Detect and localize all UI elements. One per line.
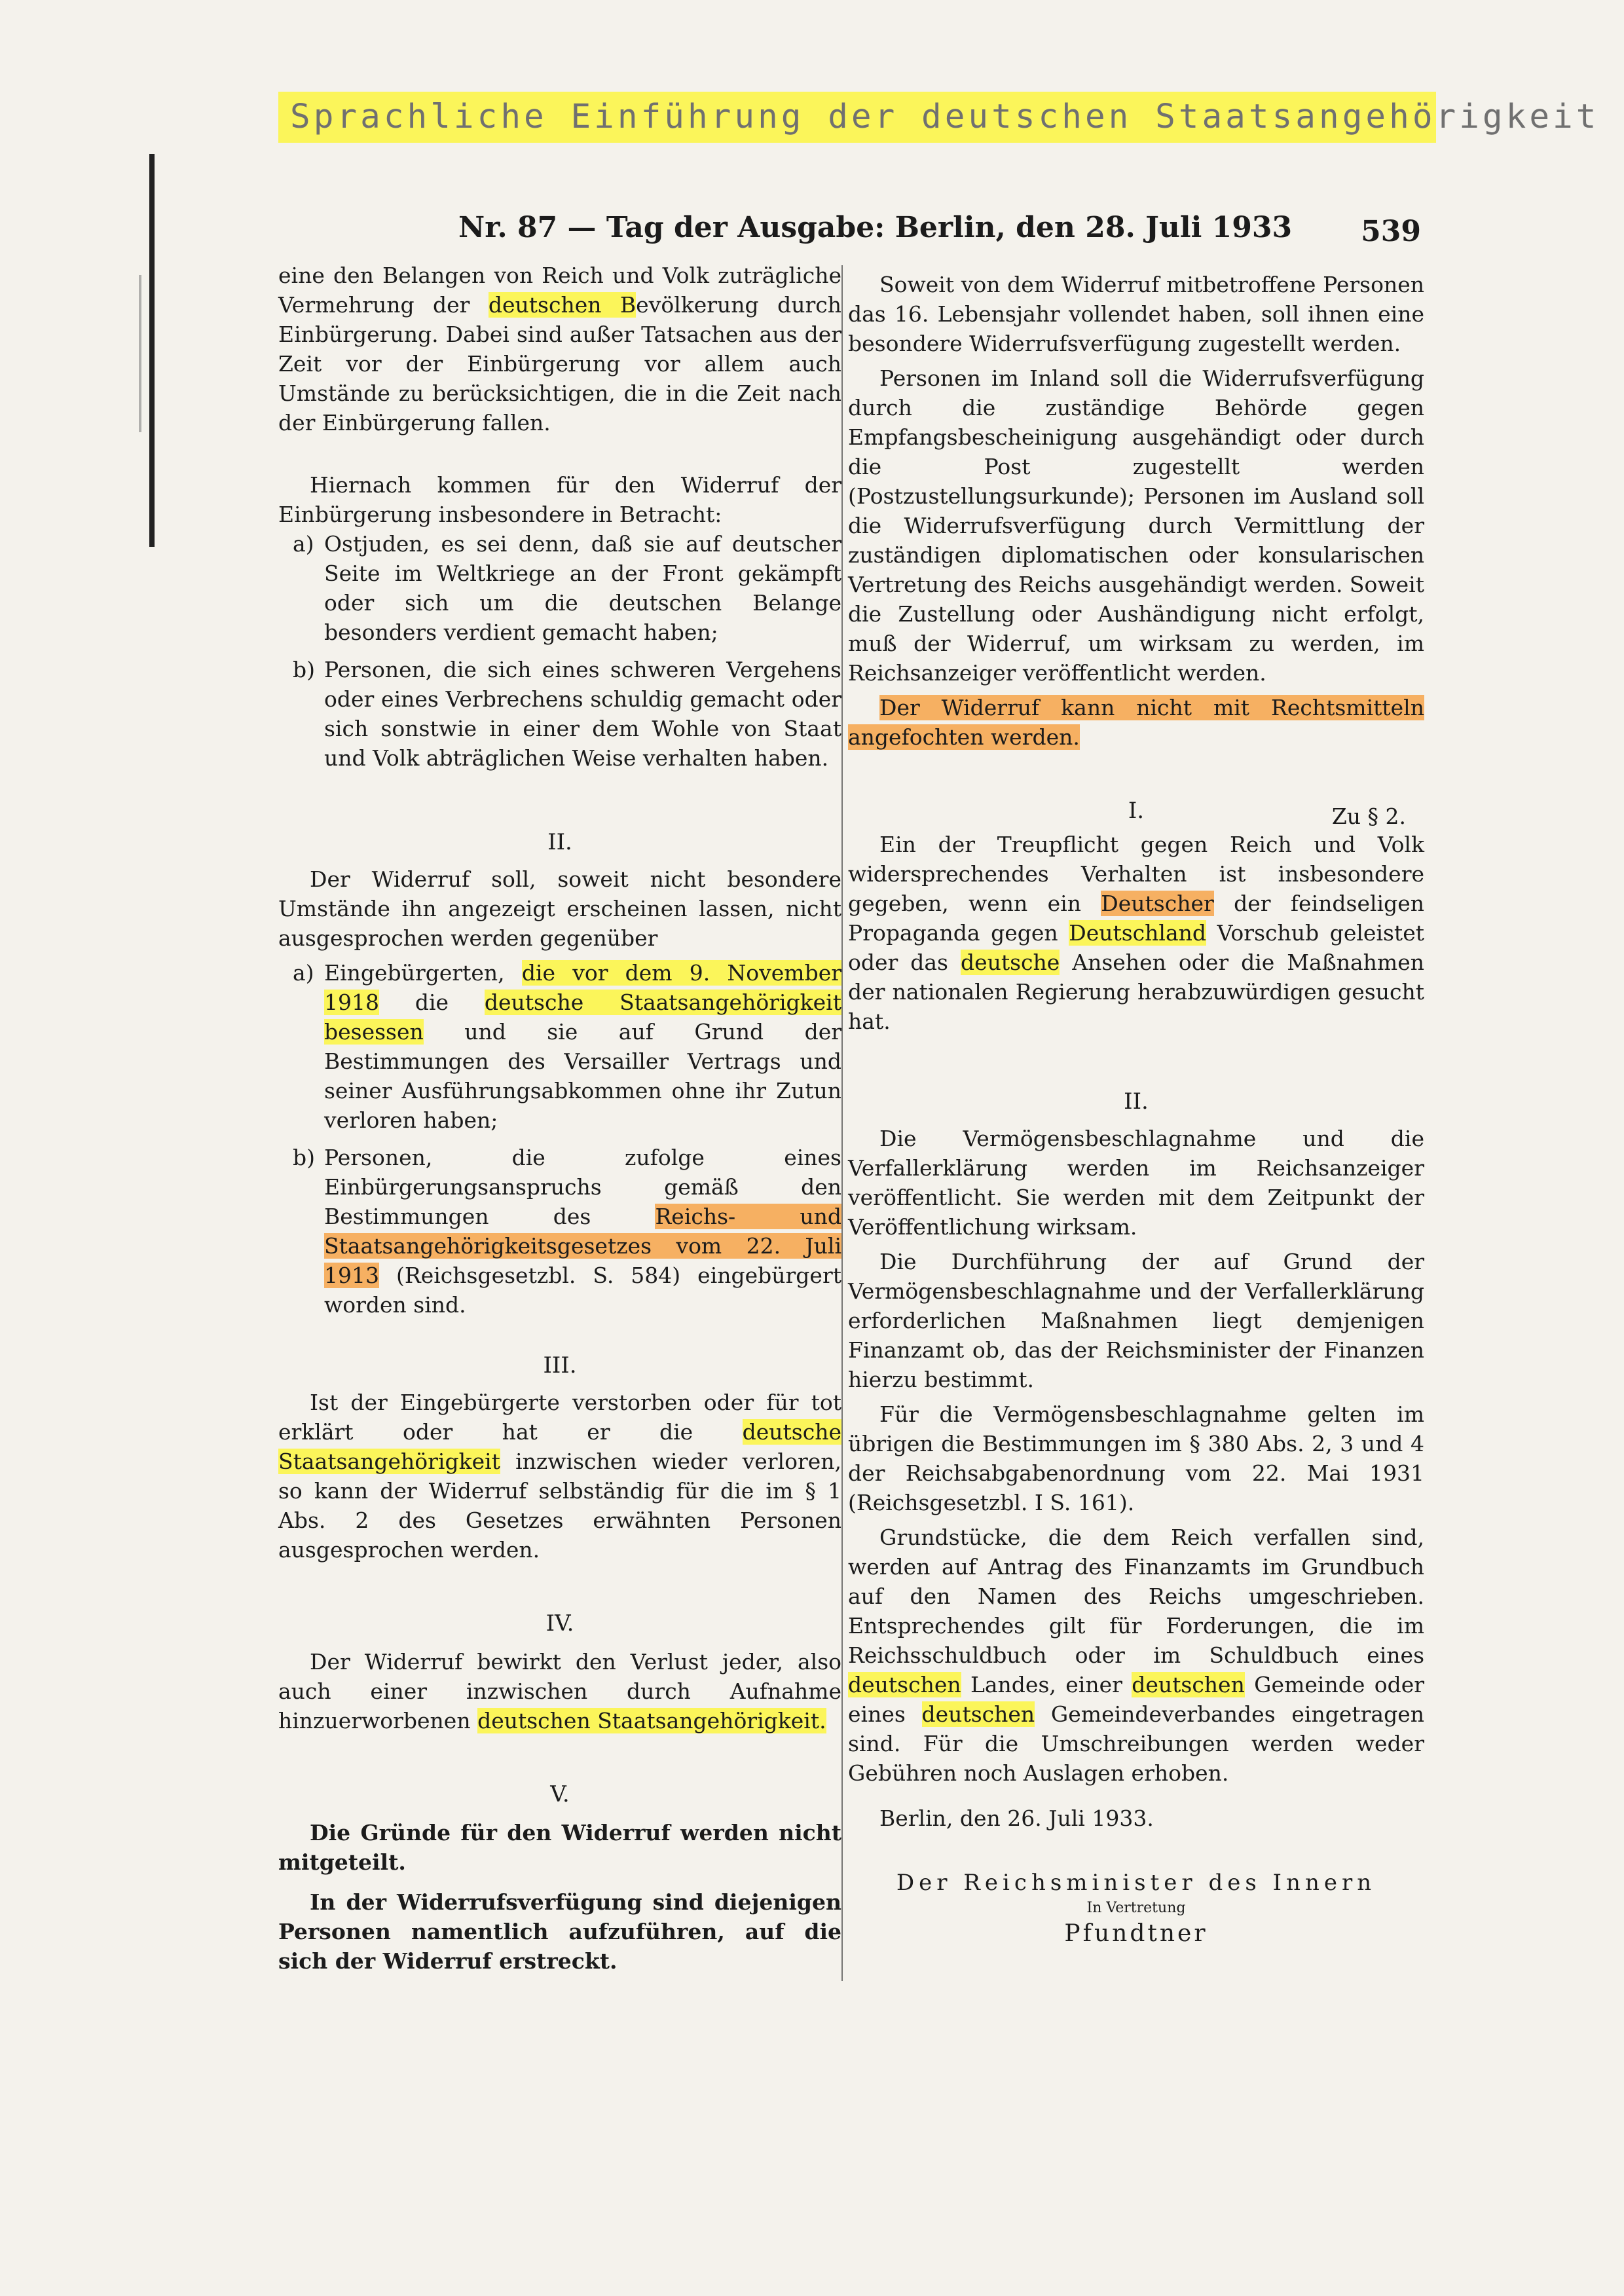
- highlight-orange: Reichs- und Staatsangehörigkeitsgesetzes vom 22. Juli 1913: [324, 1204, 841, 1288]
- issue-line: Nr. 87 — Tag der Ausgabe: Berlin, den 28. Juli 1933: [458, 211, 1293, 244]
- page-number: 539: [1361, 215, 1421, 248]
- highlight-orange: Der Widerruf kann nicht mit Rechtsmitteln angefochten werden.: [848, 695, 1424, 750]
- paragraph: Der Widerruf soll, soweit nicht besondere Umstände ihn angezeigt erscheinen lassen, nicht ausgesprochen werden gegenüber: [278, 866, 841, 951]
- column-divider: [841, 265, 843, 1981]
- highlight: deutsche Staatsangehörigkeit: [278, 1419, 841, 1474]
- section-heading: III.: [543, 1352, 577, 1379]
- list-item: a) Ostjuden, es sei denn, daß sie auf deutscher Seite im Weltkriege an der Front gekämpft oder sich um die deutschen Belange besonders verdient gemacht haben;: [293, 531, 841, 645]
- highlight: deutschen: [848, 1672, 961, 1697]
- paragraph: Die Vermögensbeschlagnahme und die Verfallerklärung werden im Reichsanzeiger veröffentlicht. Sie werden mit dem Zeitpunkt der Veröffentlichung wirksam.: [848, 1126, 1424, 1240]
- highlight: deutsche Staatsangehörigkeit besessen: [324, 990, 841, 1045]
- paragraph: In der Widerrufsverfügung sind diejenigen Personen namentlich aufzuführen, auf die sich der Widerruf erstreckt.: [278, 1889, 841, 1974]
- margin-mark-faint: [139, 275, 141, 432]
- section-heading: IV.: [545, 1610, 574, 1637]
- left-column: eine den Belangen von Reich und Volk zuträgliche Vermehrung der deutschen Bevölkerung durch Einbürgerung. Dabei sind außer Tatsachen aus der Zeit vor der Einbürgerung vor allem auch Umstände zu berücksichtigen, die in die Zeit nach der Einbürgerung fallen. Hiernach kommen für den Widerruf der Einbürgerung insbesondere in Betracht: a) Ostjuden, es sei denn, daß sie auf deutscher Seite im Weltkriege an der Front gekämpft oder sich um die deutschen Belange besonders verdient gemacht haben; b) Personen, die sich eines schweren Vergehens oder eines Verbrechens schuldig gemacht oder sich sonstwie in einer dem Wohle von Staat und Volk abträglichen Weise verhalten haben. II. Der Widerruf soll, soweit nicht besondere Umstände ihn angezeigt erscheinen lassen, nicht ausgesprochen werden gegenüber a) Eingebürgerten, die vor dem 9. November 1918 die deutsche Staatsangehörigkeit besessen und sie auf Grund der Bestimmungen des Versailler Vertrags und seiner Ausführungsabkommen ohne ihr Zutun verloren haben; b) Personen, die zufolge eines Einbürgerungsanspruchs gemäß den Bestimmungen des Reichs- und Staatsangehörigkeitsgesetzes vom 22. Juli 1913 (Reichsgesetzbl. S. 584) eingebürgert worden sind. III. Ist der Eingebürgerte verstorben oder für tot erklärt oder hat er die deutsche Staatsangehörigkeit inzwischen wieder verloren, so kann der Widerruf selbständig für die im § 1 Abs. 2 des Gesetzes erwähnten Personen ausgesprochen werden. IV. Der Widerruf bewirkt den Verlust jeder, also auch einer inzwischen durch Aufnahme hinzuerworbenen deutschen Staatsangehörigkeit. V. Die Gründe für den Widerruf werden nicht mitgeteilt. In der Widerrufsverfügung sind diejenigen Personen namentlich aufzuführen, auf die sich der Widerruf erstreckt.: [278, 261, 841, 1976]
- highlight: die vor dem 9. November 1918: [324, 960, 841, 1015]
- highlighted-title: Sprachliche Einführung der deutschen Staatsangehörigkeit: [278, 92, 1436, 143]
- section-heading: V.: [550, 1781, 570, 1807]
- list-item: b) Personen, die zufolge eines Einbürgerungsanspruchs gemäß den Bestimmungen des Reichs- und Staatsangehörigkeitsgesetzes vom 22. Juli 1913 (Reichsgesetzbl. S. 584) eingebürgert worden sind.: [293, 1145, 841, 1318]
- signature-name: Pfundtner: [1064, 1920, 1208, 1947]
- paragraph: eine den Belangen von Reich und Volk zuträgliche Vermehrung der deutschen Bevölkerung durch Einbürgerung. Dabei sind außer Tatsachen aus der Zeit vor der Einbürgerung vor allem auch Umstände zu berücksichtigen, die in die Zeit nach der Einbürgerung fallen.: [278, 263, 841, 435]
- highlight: deutschen: [1132, 1672, 1245, 1697]
- paragraph: Soweit von dem Widerruf mitbetroffene Personen das 16. Lebensjahr vollendet haben, soll ihnen eine besondere Widerrufsverfügung zugestellt werden.: [848, 272, 1424, 356]
- highlight: Deutschland: [1069, 920, 1207, 946]
- highlight-orange: Deutscher: [1101, 891, 1214, 916]
- section-heading: II.: [1124, 1088, 1149, 1115]
- paragraph: Hiernach kommen für den Widerruf der Einbürgerung insbesondere in Betracht:: [278, 472, 841, 527]
- section-heading: II.: [547, 829, 572, 855]
- signature-title: Der Reichsminister des Innern: [896, 1870, 1376, 1896]
- highlight: deutschen: [921, 1701, 1035, 1727]
- paragraph: Personen im Inland soll die Widerrufsverfügung durch die zuständige Behörde gegen Empfangsbescheinigung ausgehändigt oder durch die Post zugestellt werden (Postzustellungsurkunde); Personen im Ausland soll die Widerrufsverfügung durch Vermittlung der zuständigen diplomatischen oder konsularischen Vertretung des Reichs ausgehändigt werden. Soweit die Zustellung oder Aushändigung nicht erfolgt, muß der Widerruf, um wirksam zu werden, im Reichsanzeiger veröffentlicht werden.: [848, 365, 1424, 686]
- highlight: deutschen Staatsangehörigkeit.: [477, 1708, 826, 1733]
- section-reference: Zu § 2.: [1331, 804, 1406, 829]
- paragraph: Die Gründe für den Widerruf werden nicht mitgeteilt.: [278, 1820, 841, 1875]
- list-item: b) Personen, die sich eines schweren Vergehens oder eines Verbrechens schuldig gemacht oder sich sonstwie in einer dem Wohle von Staat und Volk abträglichen Weise verhalten haben.: [293, 657, 841, 771]
- right-column: Soweit von dem Widerruf mitbetroffene Personen das 16. Lebensjahr vollendet haben, soll ihnen eine besondere Widerrufsverfügung zugestellt werden. Personen im Inland soll die Widerrufsverfügung durch die zuständige Behörde gegen Empfangsbescheinigung ausgehändigt oder durch die Post zugestellt werden (Postzustellungsurkunde); Personen im Ausland soll die Widerrufsverfügung durch Vermittlung der zuständigen diplomatischen oder konsularischen Vertretung des Reichs ausgehändigt werden. Soweit die Zustellung oder Aushändigung nicht erfolgt, muß der Widerruf, um wirksam zu werden, im Reichsanzeiger veröffentlicht werden. Der Widerruf kann nicht mit Rechtsmitteln angefochten werden. I. Zu § 2. Ein der Treupflicht gegen Reich und Volk widersprechendes Verhalten ist insbesondere gegeben, wenn ein Deutscher der feindseligen Propaganda gegen Deutschland Vorschub geleistet oder das deutsche Ansehen oder die Maßnahmen der nationalen Regierung herabzuwürdigen gesucht hat. II. Die Vermögensbeschlagnahme und die Verfallerklärung werden im Reichsanzeiger veröffentlicht. Sie werden mit dem Zeitpunkt der Veröffentlichung wirksam. Die Durchführung der auf Grund der Vermögensbeschlagnahme und der Verfallerklärung erforderlichen Maßnahmen liegt demjenigen Finanzamt ob, das der Reichsminister der Finanzen hierzu bestimmt. Für die Vermögensbeschlagnahme gelten im übrigen die Bestimmungen im § 380 Abs. 2, 3 und 4 der Reichsabgabenordnung vom 22. Mai 1931 (Reichsgesetzbl. I S. 161). Grundstücke, die dem Reich verfallen sind, werden auf Antrag des Finanzamts im Grundbuch auf den Namen des Reichs umgeschrieben. Entsprechendes gilt für Forderungen, die im Reichsschuldbuch oder im Schuldbuch eines deutschen Landes, einer deutschen Gemeinde oder eines deutschen Gemeindeverbandes eingetragen sind. Für die Umschreibungen werden weder Gebühren noch Auslagen erhoben. Berlin, den 26. Juli 1933. Der Reichsminister des Innern In Vertretung Pfundtner: [848, 270, 1424, 1947]
- section-heading-row: [848, 798, 1424, 827]
- signature-subtitle: In Vertretung: [1086, 1900, 1186, 1916]
- margin-mark: [149, 154, 155, 547]
- paragraph: Die Durchführung der auf Grund der Vermögensbeschlagnahme und der Verfallerklärung erforderlichen Maßnahmen liegt demjenigen Finanzamt ob, das der Reichsminister der Finanzen hierzu bestimmt.: [848, 1249, 1424, 1392]
- section-heading: I.: [1128, 798, 1145, 824]
- paragraph: Für die Vermögensbeschlagnahme gelten im übrigen die Bestimmungen im § 380 Abs. 2, 3 und 4 der Reichsabgabenordnung vom 22. Mai 1931 (Reichsgesetzbl. I S. 161).: [848, 1401, 1424, 1515]
- page-header: [458, 211, 1421, 257]
- list-item: a) Eingebürgerten, die vor dem 9. November 1918 die deutsche Staatsangehörigkeit besessen und sie auf Grund der Bestimmungen des Versailler Vertrags und seiner Ausführungsabkommen ohne ihr Zutun verloren haben;: [293, 960, 841, 1133]
- highlight: deutsche: [960, 950, 1060, 975]
- highlight: deutschen B: [488, 292, 637, 318]
- date-line: Berlin, den 26. Juli 1933.: [879, 1805, 1154, 1831]
